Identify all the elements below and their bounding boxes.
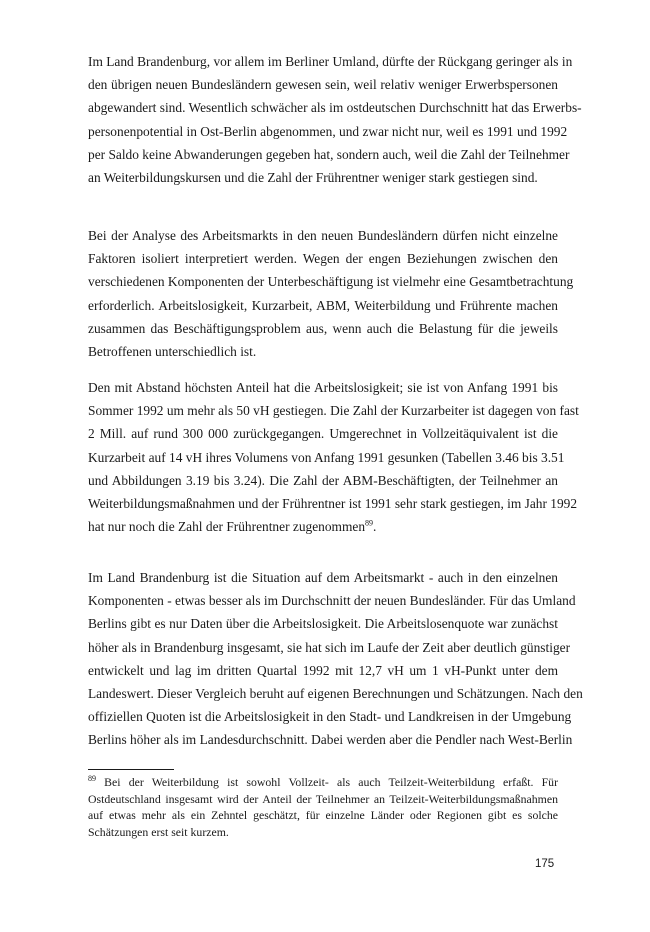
footnote-reference[interactable]: 89 (365, 518, 374, 528)
text-line: Landeswert. Dieser Vergleich beruht auf eigenen Berechnungen und Schätzungen. Nach den (88, 686, 583, 702)
text-line: und Abbildungen 3.19 bis 3.24). Die Zahl der ABM-Beschäftigten, der Teilnehmer an (88, 472, 558, 488)
text-line: per Saldo keine Abwanderungen gegeben hat, sondern auch, weil die Zahl der Teilnehmer (88, 146, 570, 162)
text-line: Im Land Brandenburg, vor allem im Berliner Umland, dürfte der Rückgang geringer als in (88, 54, 573, 69)
footnote (88, 774, 558, 840)
paragraph-4 (88, 566, 583, 752)
text-line: Faktoren isoliert interpretiert werden. Wegen der engen Beziehungen zwischen den (88, 251, 558, 267)
text-line: Bei der Analyse des Arbeitsmarkts in den neuen Bundesländern dürfen nicht einzelne (88, 228, 558, 243)
footnote-line (88, 774, 558, 791)
footnote-number: 89 (88, 774, 96, 784)
text-line: Berlins gibt es nur Daten über die Arbeitslosigkeit. Die Arbeitslosenquote war zunächst (88, 616, 558, 632)
text-line: entwickelt und lag im dritten Quartal 1992 mit 12,7 vH um 1 vH-Punkt unter dem (88, 662, 558, 678)
footnote-line: Schätzungen erst seit kurzem. (88, 824, 229, 839)
text-line: Berlins höher als im Landesdurchschnitt. Dabei werden aber die Pendler nach West-Berlin (88, 732, 573, 748)
text-line-with-footnote-ref (88, 515, 558, 538)
text-line: personenpotential in Ost-Berlin abgenommen, und zwar nicht nur, weil es 1991 und 1992 (88, 123, 568, 139)
text-line: Im Land Brandenburg ist die Situation auf dem Arbeitsmarkt - auch in den einzelnen (88, 570, 558, 585)
paragraph-3 (88, 376, 579, 538)
text-line: höher als in Brandenburg insgesamt, sie hat sich im Laufe der Zeit aber deutlich günstiger (88, 639, 571, 655)
text-line: zusammen das Beschäftigungsproblem aus, wenn auch die Belastung für die jeweils (88, 320, 558, 336)
page-number: 175 (535, 858, 555, 870)
text-line: Weiterbildungsmaßnahmen und der Frührentner ist 1991 sehr stark gestiegen, im Jahr 1992 (88, 496, 578, 512)
text-line: Den mit Abstand höchsten Anteil hat die Arbeitslosigkeit; sie ist von Anfang 1991 bis (88, 380, 558, 395)
paragraph-2 (88, 224, 574, 363)
text-segment: Bei der Weiterbildung ist sowohl Vollzeit- als auch Teilzeit-Weiterbildung erfaßt. Für (104, 775, 558, 789)
text-line: offiziellen Quoten ist die Arbeitslosigkeit in den Stadt- und Landkreisen in der Umgebung (88, 709, 572, 725)
text-line: erforderlich. Arbeitslosigkeit, Kurzarbeit, ABM, Weiterbildung und Frührente machen (88, 297, 558, 313)
text-line: an Weiterbildungskursen und die Zahl der Frührentner weniger stark gestiegen sind. (88, 170, 538, 186)
text-line: Betroffenen unterschiedlich ist. (88, 344, 257, 360)
text-line: 2 Mill. auf rund 300 000 zurückgegangen. Umgerechnet in Vollzeitäquivalent ist die (88, 426, 558, 442)
footnote-line: auf etwas mehr als ein Zehntel geschätzt, für einzelne Länder oder Regionen gibt es solche (88, 808, 558, 823)
text-segment: hat nur noch die Zahl der Frührentner zugenommen (88, 519, 366, 535)
text-line: Komponenten - etwas besser als im Durchschnitt der neuen Bundesländer. Für das Umland (88, 593, 576, 609)
text-line: Sommer 1992 um mehr als 50 vH gestiegen. Die Zahl der Kurzarbeiter ist dagegen von fast (88, 403, 579, 419)
footnote-line: Ostdeutschland insgesamt wird der Anteil der Teilnehmer an Teilzeit-Weiterbildungsmaßnahmen (88, 791, 558, 806)
text-segment: . (373, 519, 377, 535)
text-line: verschiedenen Komponenten der Unterbeschäftigung ist vielmehr eine Gesamtbetrachtung (88, 274, 574, 290)
footnote-separator (88, 769, 174, 770)
paragraph-1 (88, 50, 582, 189)
text-line: den übrigen neuen Bundesländern gewesen sein, weil relativ weniger Erwerbspersonen (88, 77, 558, 93)
text-line: abgewandert sind. Wesentlich schwächer als im ostdeutschen Durchschnitt hat das Erwerbs- (88, 100, 582, 116)
text-line: Kurzarbeit auf 14 vH ihres Volumens von Anfang 1991 gesunken (Tabellen 3.46 bis 3.51 (88, 449, 565, 465)
